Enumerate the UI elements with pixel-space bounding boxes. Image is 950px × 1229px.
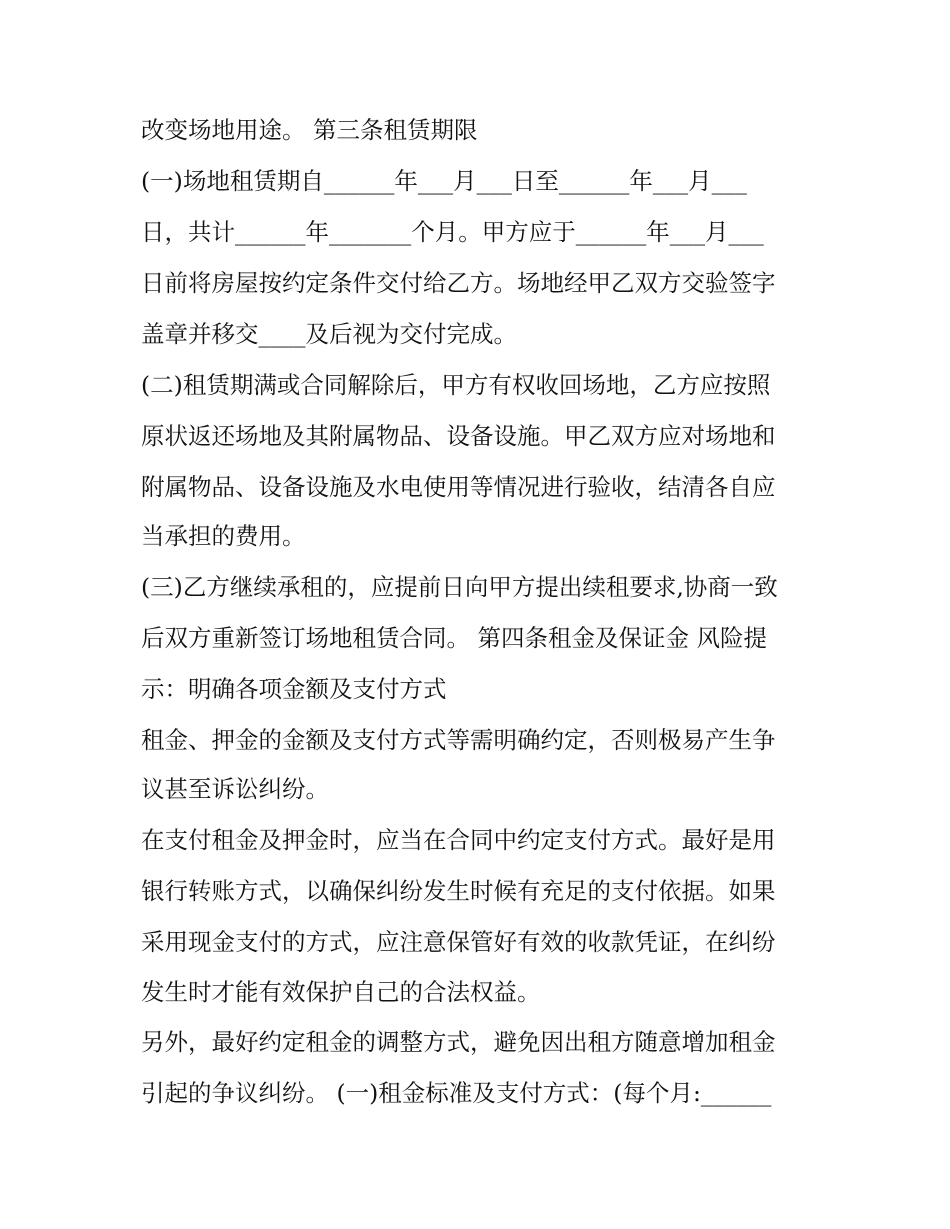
text-line: 银行转账方式，以确保纠纷发生时候有充足的支付依据。如果 xyxy=(141,877,776,905)
text-line: 另外，最好约定租金的调整方式，避免因出租方随意增加租金 xyxy=(141,1028,776,1056)
text-line: 盖章并移交____及后视为交付完成。 xyxy=(141,320,517,348)
text-line: 引起的争议纠纷。 (一)租金标准及支付方式：(每个月:______ xyxy=(141,1079,772,1107)
text-line: 当承担的费用。 xyxy=(141,522,306,550)
text-line: 采用现金支付的方式，应注意保管好有效的收款凭证，在纠纷 xyxy=(141,928,776,956)
text-line: 在支付租金及押金时，应当在合同中约定支付方式。最好是用 xyxy=(141,826,776,854)
text-line: (二)租赁期满或合同解除后，甲方有权收回场地，乙方应按照 xyxy=(141,371,771,399)
text-line: 议甚至诉讼纠纷。 xyxy=(141,775,329,803)
text-line: (三)乙方继续承租的，应提前日向甲方提出续租要求,协商一致 xyxy=(141,573,778,601)
text-line: 日，共计______年_______个月。甲方应于______年___月___ xyxy=(141,218,764,246)
text-line: 示：明确各项金额及支付方式 xyxy=(141,675,447,703)
text-line: 原状返还场地及其附属物品、设备设施。甲乙双方应对场地和 xyxy=(141,422,776,450)
text-line: 后双方重新签订场地租赁合同。 第四条租金及保证金 风险提 xyxy=(141,624,767,652)
text-line: 日前将房屋按约定条件交付给乙方。场地经甲乙双方交验签字 xyxy=(141,269,776,297)
text-line: 附属物品、设备设施及水电使用等情况进行验收，结清各自应 xyxy=(141,473,776,501)
text-line: 发生时才能有效保护自己的合法权益。 xyxy=(141,978,541,1006)
text-line: 租金、押金的金额及支付方式等需明确约定，否则极易产生争 xyxy=(141,726,776,754)
text-line: 改变场地用途。 第三条租赁期限 xyxy=(141,116,478,144)
text-line: (一)场地租赁期自______年___月___日至______年___月___ xyxy=(141,167,747,195)
